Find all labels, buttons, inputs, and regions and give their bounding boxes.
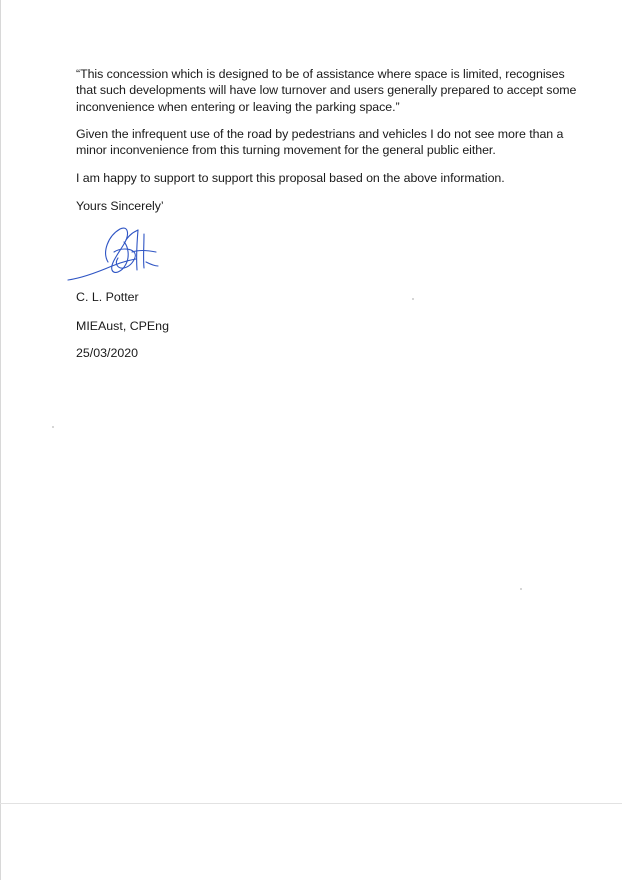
scan-speck [52,426,54,428]
page-bottom-edge [0,803,622,804]
text-line: “This concession which is designed to be of assistance where space is limited, recognises [76,67,565,81]
handwritten-signature [64,222,164,284]
text-line: Given the infrequent use of the road by pedestrians and vehicles I do not see more than a [76,126,564,141]
support-paragraph [76,170,566,186]
text-line: minor inconvenience from this turning movement for the general public either. [76,143,496,158]
closing-salutation: Yours Sincerely’ [76,198,164,213]
letter-date: 25/03/2020 [76,346,139,360]
assessment-paragraph [76,126,566,159]
page-edge [0,0,1,880]
quote-paragraph [76,66,577,115]
signatory-name: C. L. Potter [76,290,139,304]
signatory-credentials: MIEAust, CPEng [76,319,169,333]
letter-body [76,66,577,214]
text-line: that such developments will have low turnover and users generally prepared to accept some [76,83,577,98]
scan-speck [412,298,414,300]
text-line: inconvenience when entering or leaving the parking space.” [76,99,400,114]
scan-speck [520,588,522,590]
text-line: I am happy to support to support this proposal based on the above information. [76,171,505,186]
